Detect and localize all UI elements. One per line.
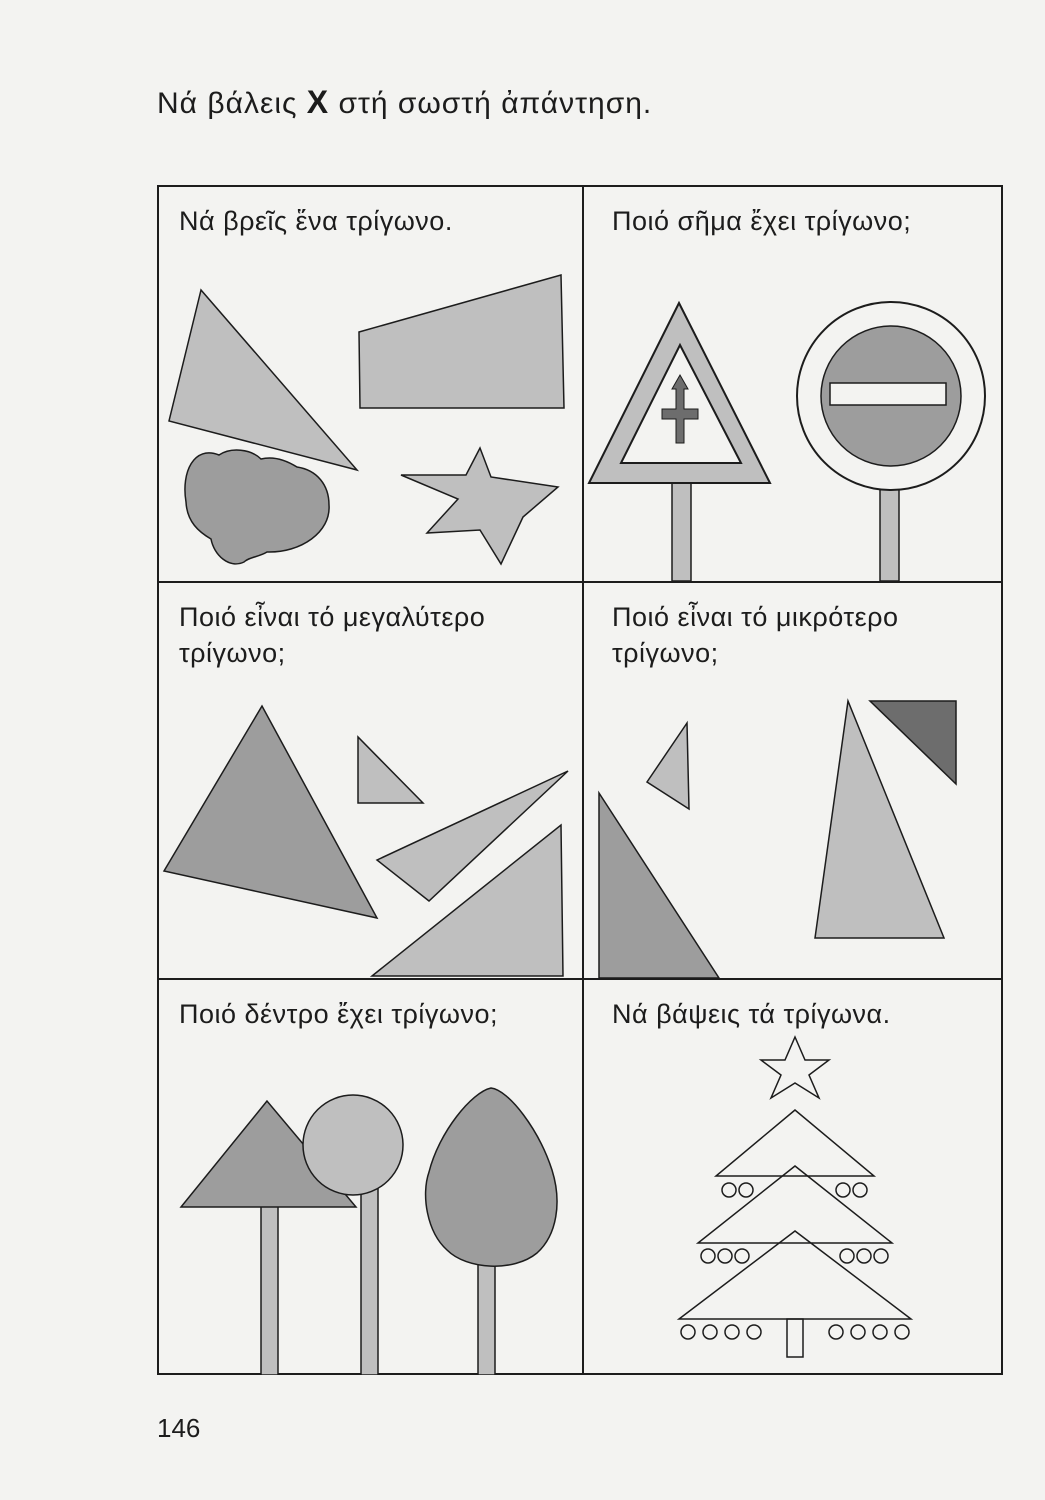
- cell-title: Ποιό δέντρο ἔχει τρίγωνο;: [179, 999, 499, 1029]
- cell-title: Ποιό εἶναι τό μεγαλύτερο τρίγωνο;: [179, 602, 486, 668]
- cell-find-triangle[interactable]: [159, 187, 582, 581]
- ornaments: [681, 1183, 909, 1339]
- dark-right-triangle: [599, 793, 719, 978]
- instruction-after: στή σωστή ἀπάντηση.: [338, 87, 653, 120]
- no-entry-bar: [830, 383, 946, 405]
- shapes-trees: [159, 980, 582, 1375]
- shapes-road-signs: [584, 187, 1003, 581]
- star-shape: [401, 448, 558, 564]
- star-icon: [761, 1037, 829, 1098]
- page-instruction: [157, 84, 652, 121]
- shapes-find-triangle: [159, 187, 582, 581]
- cell-largest-triangle[interactable]: [159, 583, 582, 978]
- cell-title: Νά βάψεις τά τρίγωνα.: [612, 999, 891, 1029]
- small-triangle: [358, 737, 423, 803]
- drop-tree-trunk: [478, 1250, 495, 1375]
- cell-sign-triangle[interactable]: [584, 187, 1003, 581]
- x-mark-icon: X: [306, 84, 330, 120]
- tree-bottom-triangle: [679, 1231, 911, 1319]
- triangle-shape: [169, 290, 357, 470]
- small-thin-triangle: [647, 723, 689, 809]
- christmas-tree-line-art: [584, 980, 1003, 1375]
- cell-color-triangles[interactable]: [584, 980, 1003, 1375]
- cell-tree-triangle[interactable]: [159, 980, 582, 1375]
- round-tree-icon: [303, 1095, 403, 1195]
- large-triangle: [164, 706, 377, 918]
- instruction-before: Νά βάλεις: [157, 87, 298, 120]
- sign-pole: [672, 479, 691, 581]
- triangle-tree-trunk: [261, 1205, 278, 1375]
- tree-trunk: [787, 1319, 803, 1357]
- page-number: 146: [157, 1413, 201, 1443]
- dark-corner-triangle: [870, 701, 956, 784]
- cell-title: Νά βρεῖς ἕνα τρίγωνο.: [179, 206, 453, 236]
- cell-smallest-triangle[interactable]: [584, 583, 1003, 978]
- exercise-grid: [157, 185, 1003, 1375]
- cell-title: Ποιό εἶναι τό μικρότερο τρίγωνο;: [612, 602, 899, 668]
- cell-title: Ποιό σῆμα ἔχει τρίγωνο;: [612, 206, 912, 236]
- drop-tree-icon: [426, 1088, 557, 1266]
- quadrilateral-shape: [359, 275, 564, 408]
- blob-shape: [185, 450, 329, 564]
